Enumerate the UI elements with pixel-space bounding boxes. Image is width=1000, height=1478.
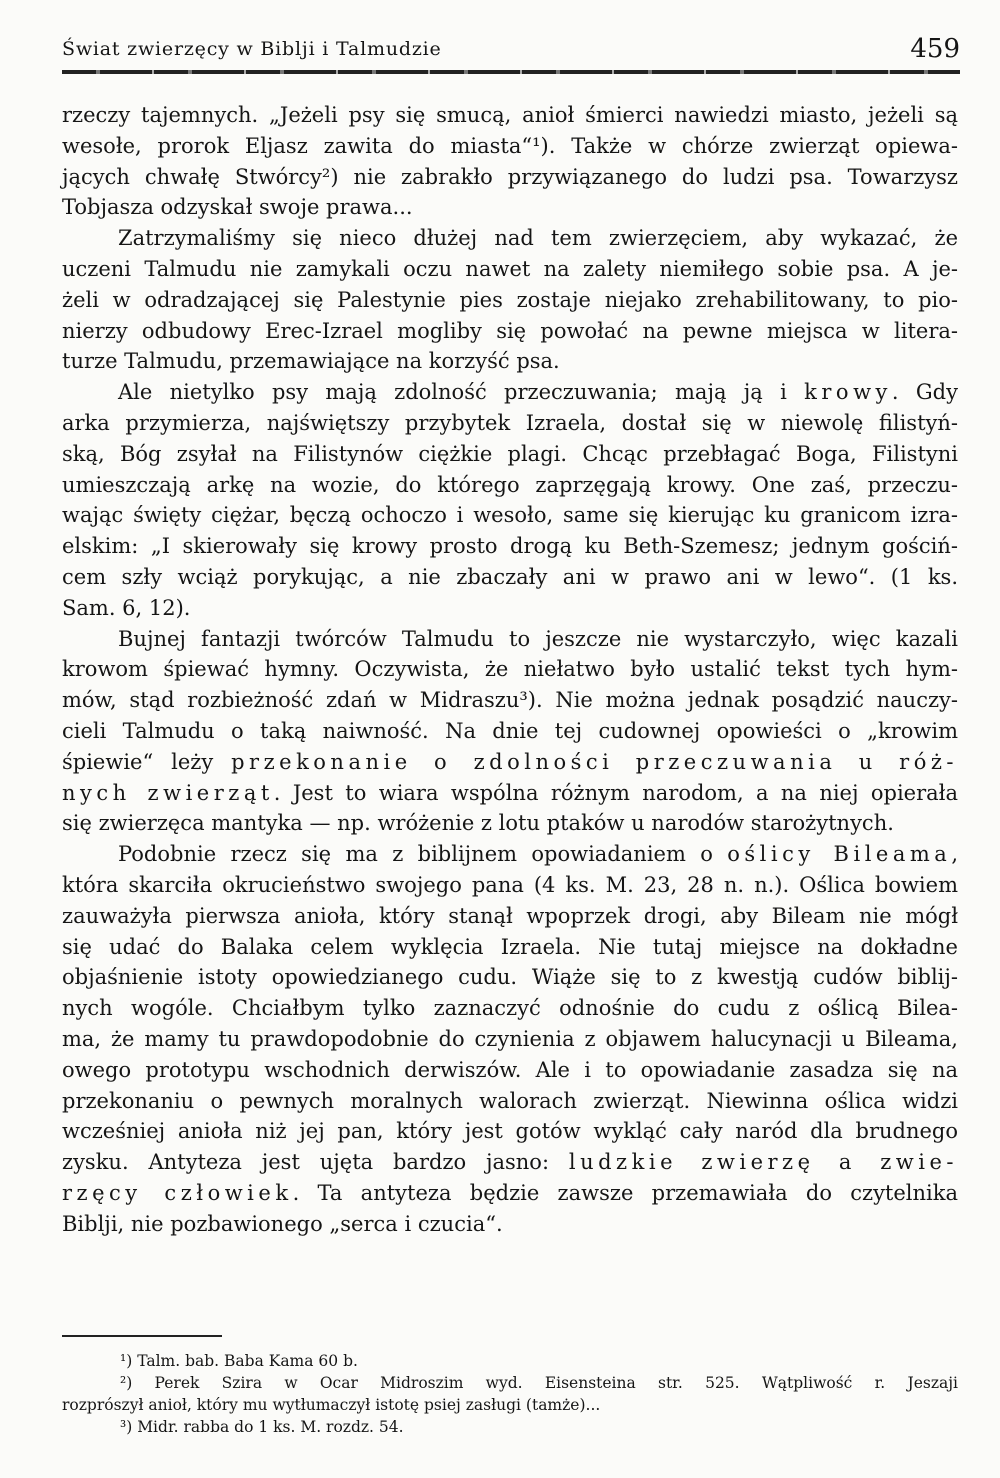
text-fragment: Podobnie rzecz się ma z biblijnem opowiadaniem o bbox=[118, 842, 713, 867]
text-line bbox=[62, 778, 958, 809]
text-fragment: , bbox=[951, 842, 958, 867]
page-header bbox=[62, 34, 960, 68]
text-line: się zwierzęca mantyka — np. wróżenie z lotu ptaków u narodów starożytnych. bbox=[62, 811, 894, 836]
text-fragment: . Gdy bbox=[891, 380, 958, 405]
text-fragment: Ale nietylko psy mają zdolność przeczuwania; mają ją i bbox=[118, 380, 787, 405]
spaced-emphasis: ludzkie zwierzę a zwie- bbox=[568, 1150, 959, 1175]
text-line: objaśnienie istoty opowiedzianego cudu. Wiąże się to z kwestją cudów biblij- bbox=[62, 965, 958, 990]
text-line: nierzy odbudowy Erec-Izrael mogliby się powołać na pewne miejsca w litera- bbox=[62, 318, 958, 343]
text-line: przekonaniu o pewnych moralnych walorach zwierząt. Niewinna oślica widzi bbox=[62, 1088, 958, 1113]
text-line: ską, Bóg zsyłał na Filistynów ciężkie plagi. Chcąc przebłagać Boga, Filistyni bbox=[62, 441, 958, 466]
text-fragment: . Jest to wiara wspólna różnym narodom, a na niej opierała bbox=[273, 780, 958, 805]
text-line bbox=[62, 839, 958, 870]
text-line: elskim: „I skierowały się krowy prosto drogą ku Beth-Szemesz; jednym gościń- bbox=[62, 534, 958, 559]
text-line bbox=[62, 1178, 958, 1209]
text-line: Tobjasza odzyskał swoje prawa... bbox=[62, 195, 413, 220]
text-line bbox=[62, 747, 958, 778]
spaced-emphasis: oślicy Bileama bbox=[727, 842, 952, 867]
footnote: ¹) Talm. bab. Baba Kama 60 b. bbox=[120, 1352, 358, 1370]
text-line: Bujnej fantazji twórców Talmudu to jeszcze nie wystarczyło, więc kazali bbox=[118, 626, 958, 651]
text-line: Biblji, nie pozbawionego „serca i czucia“. bbox=[62, 1211, 503, 1236]
footnote-rule bbox=[62, 1335, 222, 1337]
text-fragment: zysku. Antyteza jest ujęta bardzo jasno: bbox=[62, 1150, 550, 1175]
text-line: ma, że mamy tu prawdopodobnie do czynienia z objawem halucynacji u Bileama, bbox=[62, 1026, 958, 1051]
text-line bbox=[62, 1147, 958, 1178]
text-line: zauważyła pierwsza anioła, który stanął wpoprzek drogi, aby Bileam nie mógł bbox=[62, 903, 958, 928]
text-line: wesołe, prorok Eljasz zawita do miasta“¹). Także w chórze zwierząt opiewa- bbox=[62, 133, 958, 158]
text-line: krowom śpiewać hymny. Oczywista, że niełatwo było ustalić tekst tych hym- bbox=[62, 657, 958, 682]
page-number: 459 bbox=[910, 34, 960, 64]
text-line: cem szły wciąż porykując, a nie zbaczały ani w prawo ani w lewo“. (1 ks. bbox=[62, 564, 958, 589]
text-line: nych wogóle. Chciałbym tylko zaznaczyć odnośnie do cudu z oślicą Bilea- bbox=[62, 996, 958, 1021]
text-line: arka przymierza, najświętszy przybytek Izraela, dostał się w niewolę filistyń- bbox=[62, 410, 958, 435]
spaced-emphasis: nych zwierząt bbox=[62, 780, 274, 805]
spaced-emphasis: przekonanie o zdolności przeczuwania u róż- bbox=[231, 749, 958, 774]
running-title: Świat zwierzęcy w Biblji i Talmudzie bbox=[62, 38, 442, 60]
footnote: ²) Perek Szira w Ocar Midroszim wyd. Eisensteina str. 525. Wątpliwość r. Jeszaji bbox=[120, 1374, 958, 1392]
header-rule bbox=[62, 70, 960, 74]
text-line bbox=[62, 377, 958, 408]
text-line: wając święty ciężar, bęczą ochoczo i wesoło, same się kierując ku granicom izra- bbox=[62, 503, 958, 528]
spaced-emphasis: rzęcy człowiek bbox=[62, 1180, 293, 1205]
text-line: Zatrzymaliśmy się nieco dłużej nad tem zwierzęciem, aby wykazać, że bbox=[118, 226, 958, 251]
footnotes bbox=[62, 1350, 958, 1438]
text-fragment: śpiewie“ leży bbox=[62, 749, 214, 774]
spaced-emphasis: krowy bbox=[804, 380, 892, 405]
text-line: owego prototypu wschodnich derwiszów. Ale i to opowiadanie zasadza się na bbox=[62, 1057, 958, 1082]
footnote-continuation: rozprószył anioł, który mu wytłumaczył istotę psiej zasługi (tamże)... bbox=[62, 1396, 601, 1414]
footnote: ³) Midr. rabba do 1 ks. M. rozdz. 54. bbox=[120, 1418, 404, 1436]
text-line: cieli Talmudu o taką naiwność. Na dnie tej cudownej opowieści o „krowim bbox=[62, 718, 958, 743]
text-line: się udać do Balaka celem wyklęcia Izraela. Nie tutaj miejsce na dokładne bbox=[62, 934, 958, 959]
text-line: rzeczy tajemnych. „Jeżeli psy się smucą, anioł śmierci nawiedzi miasto, jeżeli są bbox=[62, 103, 958, 127]
text-line: mów, stąd rozbieżność zdań w Midraszu³). Nie można jednak posądzić nauczy- bbox=[62, 688, 958, 713]
body-text bbox=[62, 100, 958, 1239]
text-line: uczeni Talmudu nie zamykali oczu nawet na zalety niemiłego sobie psa. A je- bbox=[62, 256, 958, 281]
text-line: Sam. 6, 12). bbox=[62, 595, 191, 620]
text-line: która skarciła okrucieństwo swojego pana (4 ks. M. 23, 28 n. n.). Oślica bowiem bbox=[62, 872, 958, 897]
text-fragment: . Ta antyteza będzie zawsze przemawiała do czytelnika bbox=[292, 1180, 958, 1205]
text-line: wcześniej anioła niż jej pan, który jest gotów wykląć cały naród dla brudnego bbox=[62, 1119, 958, 1144]
text-line: żeli w odradzającej się Palestynie pies zostaje niejako zrehabilitowany, to pio- bbox=[62, 287, 958, 312]
text-line: turze Talmudu, przemawiające na korzyść psa. bbox=[62, 349, 560, 374]
text-line: jących chwałę Stwórcy²) nie zabrakło przywiązanego do ludzi psa. Towarzysz bbox=[62, 164, 958, 189]
text-line: umieszczają arkę na wozie, do którego zaprzęgają krowy. One zaś, przeczu- bbox=[62, 472, 958, 497]
